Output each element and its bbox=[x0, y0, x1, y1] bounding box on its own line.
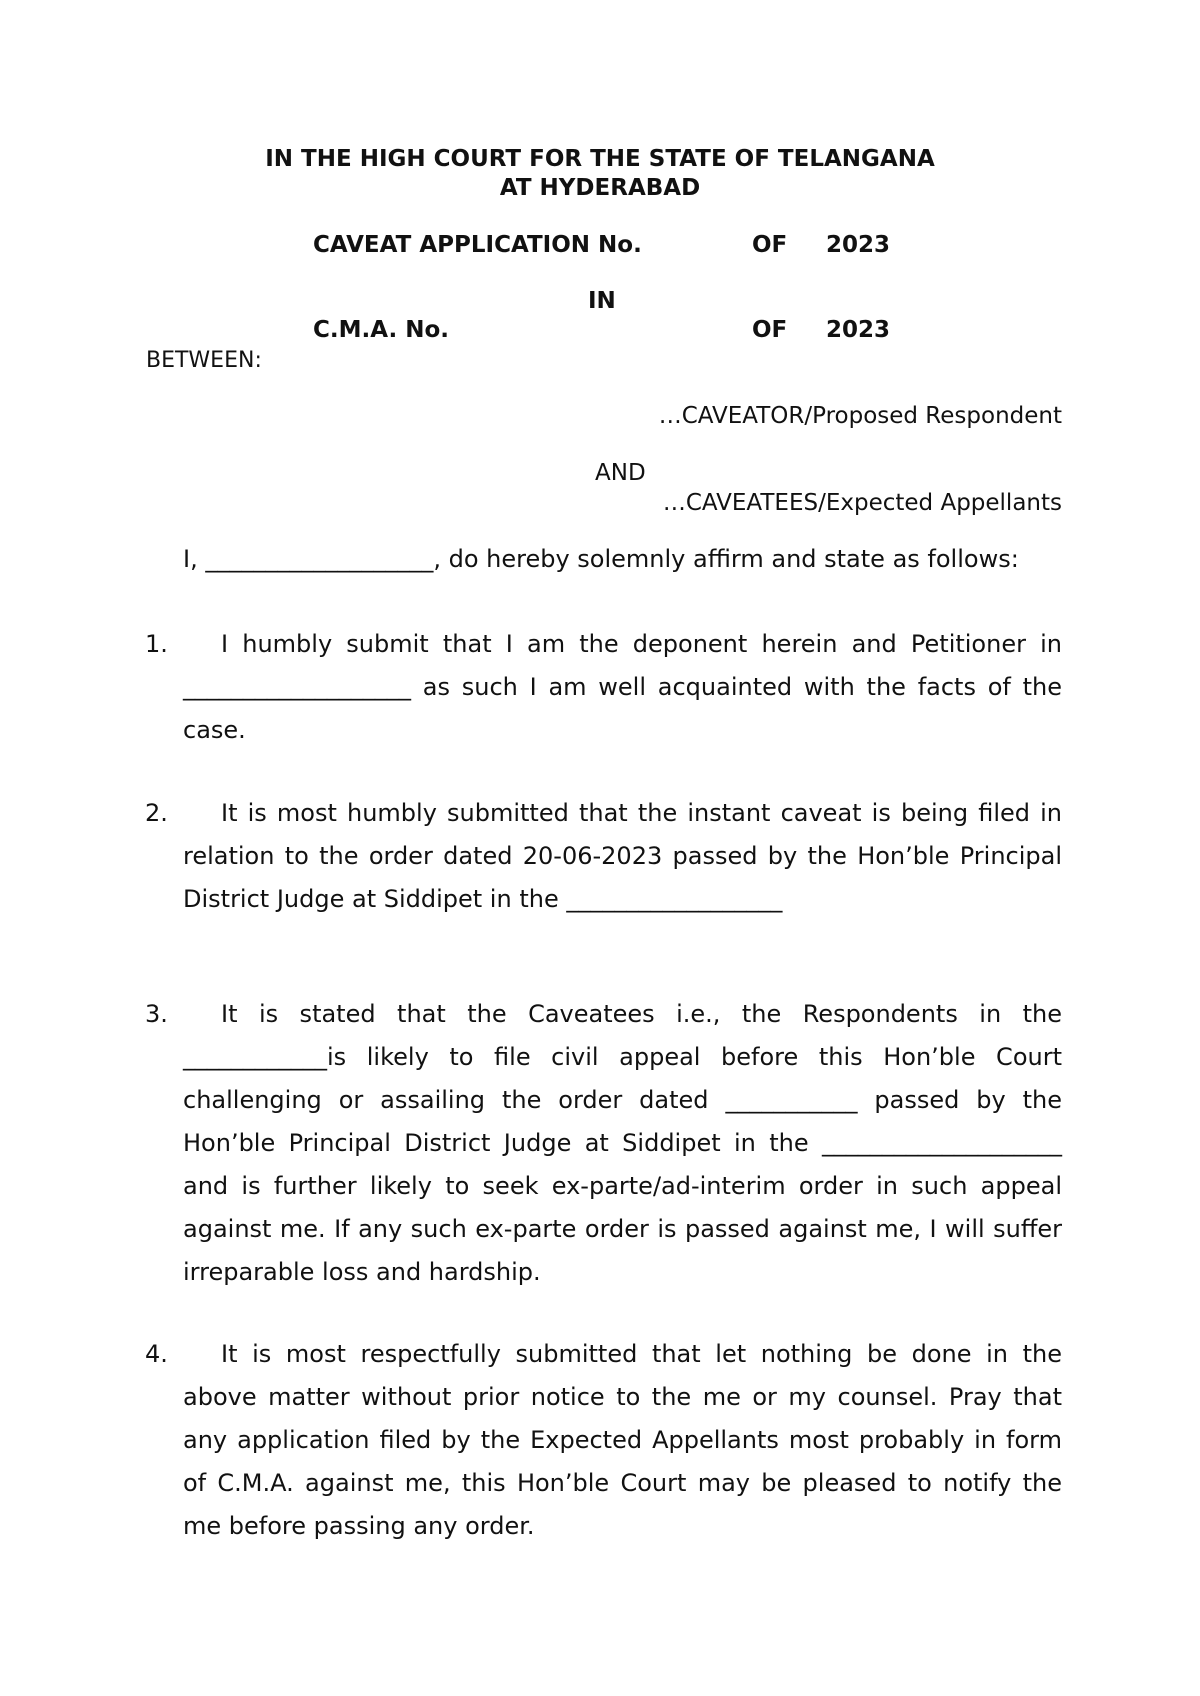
and-label: AND bbox=[595, 460, 646, 486]
caveat-year: 2023 bbox=[826, 232, 891, 258]
paragraph-text: It is stated that the Caveatees i.e., the Respondents in the ____________is likely to file civil appeal before this Hon’ble Court challenging or assailing the order dated ___________ passed by the Hon’ble Principal District Judge at Siddipet in the ____________________ and is further likely to seek ex-parte/ad-interim order in such appeal against me. If any such ex-parte order is passed against me, I will suffer irreparable loss and hardship. bbox=[183, 1000, 1062, 1286]
caveator-label: …CAVEATOR/Proposed Respondent bbox=[658, 403, 1062, 429]
paragraph-number: 1. bbox=[145, 630, 168, 658]
court-location: AT HYDERABAD bbox=[499, 175, 701, 201]
paragraph-text: It is most humbly submitted that the instant caveat is being filed in relation to the order dated 20-06-2023 passed by the Hon’ble Principal District Judge at Siddipet in the __________________ bbox=[183, 799, 1062, 913]
court-title: IN THE HIGH COURT FOR THE STATE OF TELANGANA bbox=[265, 146, 935, 172]
paragraph-number: 4. bbox=[145, 1340, 168, 1368]
caveatees-label: …CAVEATEES/Expected Appellants bbox=[662, 490, 1062, 516]
paragraph-1 bbox=[145, 623, 1062, 752]
cma-label: C.M.A. No. bbox=[313, 317, 450, 343]
paragraph-2 bbox=[145, 792, 1062, 921]
paragraph-number: 3. bbox=[145, 1000, 168, 1028]
caveat-application-label: CAVEAT APPLICATION No. bbox=[313, 232, 642, 258]
affirmation-line: I, ___________________, do hereby solemnly affirm and state as follows: bbox=[183, 545, 1019, 573]
caveat-of-label: OF bbox=[752, 232, 788, 258]
paragraph-4 bbox=[145, 1333, 1062, 1548]
paragraph-number: 2. bbox=[145, 799, 168, 827]
cma-of-label: OF bbox=[752, 317, 788, 343]
paragraph-text: I humbly submit that I am the deponent herein and Petitioner in ___________________ as such I am well acquainted with the facts of the case. bbox=[183, 630, 1062, 744]
paragraph-3 bbox=[145, 993, 1062, 1294]
in-label: IN bbox=[588, 288, 616, 314]
paragraph-text: It is most respectfully submitted that let nothing be done in the above matter without prior notice to the me or my counsel. Pray that any application filed by the Expected Appellants most probably in form of C.M.A. against me, this Hon’ble Court may be pleased to notify the me before passing any order. bbox=[183, 1340, 1062, 1540]
cma-year: 2023 bbox=[826, 317, 891, 343]
between-label: BETWEEN: bbox=[146, 348, 262, 373]
